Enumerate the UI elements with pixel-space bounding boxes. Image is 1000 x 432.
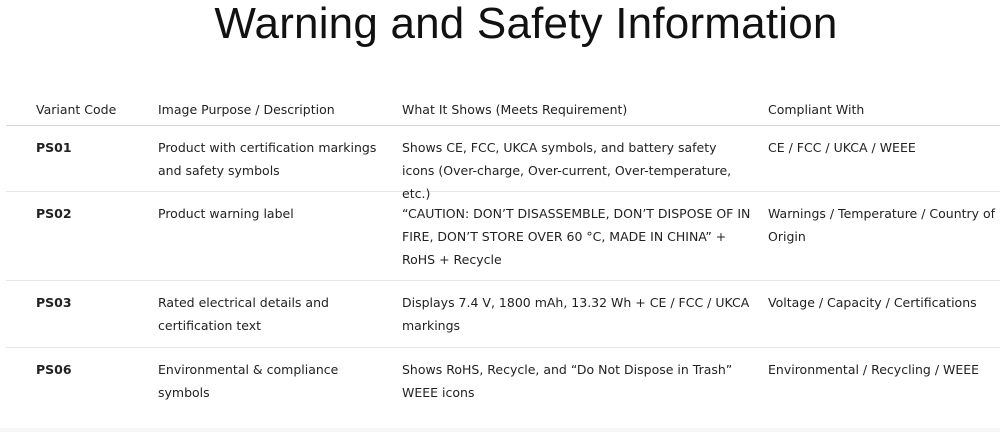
header-variant-code: Variant Code	[36, 102, 117, 117]
image-purpose: Product with certification markings and safety symbols	[158, 140, 377, 178]
table-row	[6, 281, 1000, 348]
variant-code: PS02	[36, 206, 72, 221]
compliant-with: CE / FCC / UKCA / WEEE	[768, 140, 916, 155]
compliance-table	[6, 90, 1000, 415]
compliant-with: Environmental / Recycling / WEEE	[768, 362, 980, 377]
variant-code: PS01	[36, 140, 72, 155]
page-title: Warning and Safety Information	[214, 0, 838, 48]
bottom-divider	[0, 428, 1000, 432]
table-header-row	[6, 90, 1000, 126]
table-row	[6, 348, 1000, 415]
header-what-it-shows: What It Shows (Meets Requirement)	[402, 102, 628, 117]
what-it-shows: Shows CE, FCC, UKCA symbols, and battery safety icons (Over-charge, Over-current, Over-temperature, etc.)	[402, 140, 732, 201]
compliant-with: Warnings / Temperature / Country of Origin	[768, 206, 996, 244]
header-compliant-with: Compliant With	[768, 102, 865, 117]
image-purpose: Environmental & compliance symbols	[158, 362, 339, 400]
table-row	[6, 126, 1000, 201]
variant-code: PS03	[36, 295, 72, 310]
what-it-shows: Displays 7.4 V, 1800 mAh, 13.32 Wh + CE / FCC / UKCA markings	[402, 295, 750, 333]
what-it-shows: “CAUTION: DON’T DISASSEMBLE, DON’T DISPOSE OF IN FIRE, DON’T STORE OVER 60 °C, MADE IN CHINA” + RoHS + Recycle	[402, 206, 751, 267]
image-purpose: Rated electrical details and certification text	[158, 295, 329, 333]
header-image-purpose: Image Purpose / Description	[158, 102, 335, 117]
what-it-shows: Shows RoHS, Recycle, and “Do Not Dispose in Trash” WEEE icons	[402, 362, 733, 400]
compliant-with: Voltage / Capacity / Certifications	[768, 295, 977, 310]
table-row	[6, 192, 1000, 281]
image-purpose: Product warning label	[158, 206, 294, 221]
variant-code: PS06	[36, 362, 72, 377]
